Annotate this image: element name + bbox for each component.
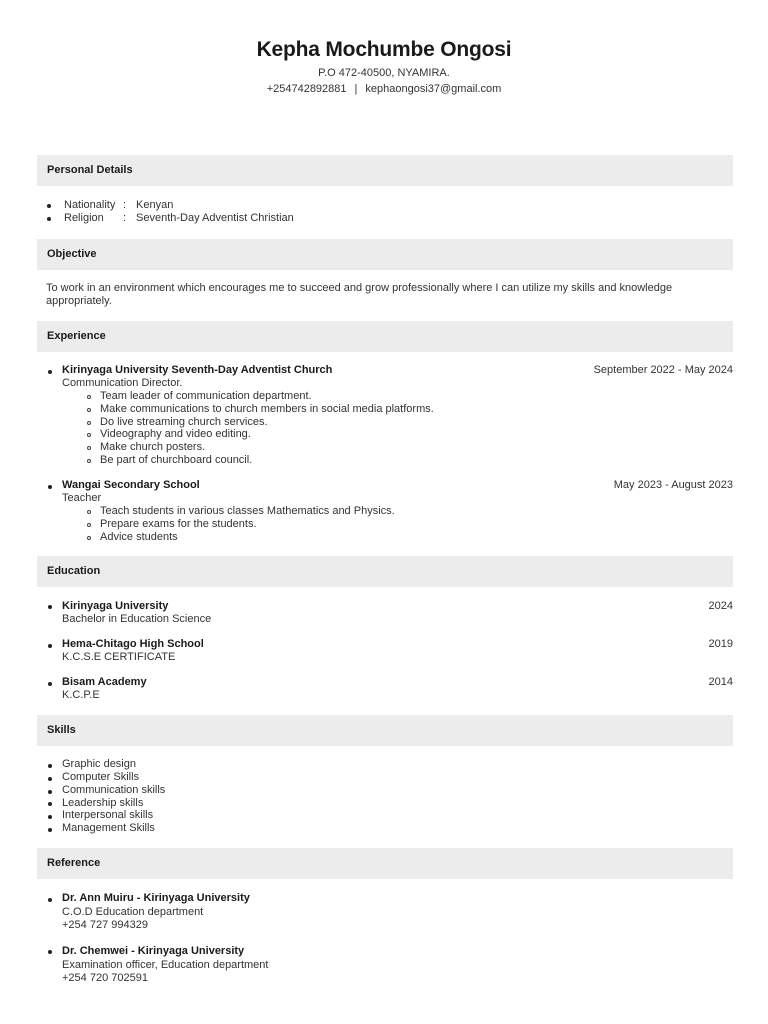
- postal-address: P.O 472-40500, NYAMIRA.: [318, 67, 450, 79]
- bullet-icon: [48, 815, 52, 819]
- bullet-icon: [48, 777, 52, 781]
- bullet-icon: [48, 370, 52, 374]
- objective-text: To work in an environment which encourages me to succeed and grow professionally where I can utilize my skills and knowledge appropriately.: [46, 282, 673, 307]
- skill-item: Communication skills: [62, 784, 166, 796]
- skill-item: Graphic design: [62, 758, 136, 770]
- bullet-icon: [47, 204, 51, 208]
- skill-item: Leadership skills: [62, 797, 144, 809]
- sub-bullet-icon: [87, 433, 91, 437]
- section-header-experience: Experience: [37, 321, 733, 352]
- section-header-reference: Reference: [37, 848, 733, 879]
- detail-colon: :: [123, 212, 127, 224]
- referee-name: Dr. Ann Muiru - Kirinyaga University: [62, 892, 250, 904]
- sub-bullet-icon: [87, 459, 91, 463]
- duty-item: Prepare exams for the students.: [100, 518, 257, 530]
- sub-bullet-icon: [87, 395, 91, 399]
- section-header-education: Education: [37, 556, 733, 587]
- bullet-icon: [48, 682, 52, 686]
- bullet-icon: [48, 802, 52, 806]
- graduation-year: 2024: [708, 600, 733, 612]
- bullet-icon: [48, 605, 52, 609]
- detail-colon: :: [123, 199, 127, 211]
- job-role: Communication Director.: [62, 377, 183, 389]
- detail-label: Religion: [64, 212, 104, 224]
- bullet-icon: [47, 217, 51, 221]
- section-header-personal-details: Personal Details: [37, 155, 733, 186]
- employment-dates: May 2023 - August 2023: [613, 479, 733, 491]
- graduation-year: 2014: [708, 676, 733, 688]
- duty-item: Advice students: [100, 531, 178, 543]
- qualification: K.C.P.E: [62, 689, 100, 701]
- duty-item: Make church posters.: [100, 441, 206, 453]
- detail-value: Seventh-Day Adventist Christian: [136, 212, 294, 224]
- school-name: Hema-Chitago High School: [62, 638, 204, 650]
- qualification: Bachelor in Education Science: [62, 613, 212, 625]
- duty-item: Videography and video editing.: [100, 428, 251, 440]
- bullet-icon: [48, 764, 52, 768]
- duty-item: Be part of churchboard council.: [100, 454, 253, 466]
- contact-separator: |: [354, 83, 358, 95]
- detail-label: Nationality: [64, 199, 116, 211]
- sub-bullet-icon: [87, 408, 91, 412]
- section-header-objective: Objective: [37, 239, 733, 270]
- candidate-name: Kepha Mochumbe Ongosi: [256, 38, 512, 61]
- qualification: K.C.S.E CERTIFICATE: [62, 651, 176, 663]
- bullet-icon: [48, 644, 52, 648]
- skill-item: Computer Skills: [62, 771, 140, 783]
- detail-value: Kenyan: [136, 199, 174, 211]
- school-name: Kirinyaga University: [62, 600, 169, 612]
- referee-phone: +254 720 702591: [62, 972, 148, 984]
- section-header-skills: Skills: [37, 715, 733, 746]
- duty-item: Do live streaming church services.: [100, 416, 268, 428]
- contact-line: [0, 83, 768, 95]
- phone-number: +254742892881: [266, 83, 347, 95]
- employment-dates: September 2022 - May 2024: [593, 364, 733, 376]
- referee-name: Dr. Chemwei - Kirinyaga University: [62, 945, 245, 957]
- bullet-icon: [48, 828, 52, 832]
- duty-item: Team leader of communication department.: [100, 390, 312, 402]
- organization-name: Kirinyaga University Seventh-Day Adventist Church: [62, 364, 333, 376]
- sub-bullet-icon: [87, 421, 91, 425]
- graduation-year: 2019: [708, 638, 733, 650]
- bullet-icon: [48, 898, 52, 902]
- duty-item: Make communications to church members in social media platforms.: [100, 403, 434, 415]
- referee-position: C.O.D Education department: [62, 906, 204, 918]
- sub-bullet-icon: [87, 523, 91, 527]
- duty-item: Teach students in various classes Mathematics and Physics.: [100, 505, 395, 517]
- sub-bullet-icon: [87, 510, 91, 514]
- organization-name: Wangai Secondary School: [62, 479, 200, 491]
- bullet-icon: [48, 950, 52, 954]
- skill-item: Management Skills: [62, 822, 155, 834]
- sub-bullet-icon: [87, 536, 91, 540]
- school-name: Bisam Academy: [62, 676, 147, 688]
- job-role: Teacher: [62, 492, 102, 504]
- referee-phone: +254 727 994329: [62, 919, 148, 931]
- referee-position: Examination officer, Education department: [62, 959, 269, 971]
- sub-bullet-icon: [87, 446, 91, 450]
- bullet-icon: [48, 790, 52, 794]
- email-address: kephaongosi37@gmail.com: [365, 83, 502, 95]
- skill-item: Interpersonal skills: [62, 809, 154, 821]
- bullet-icon: [48, 485, 52, 489]
